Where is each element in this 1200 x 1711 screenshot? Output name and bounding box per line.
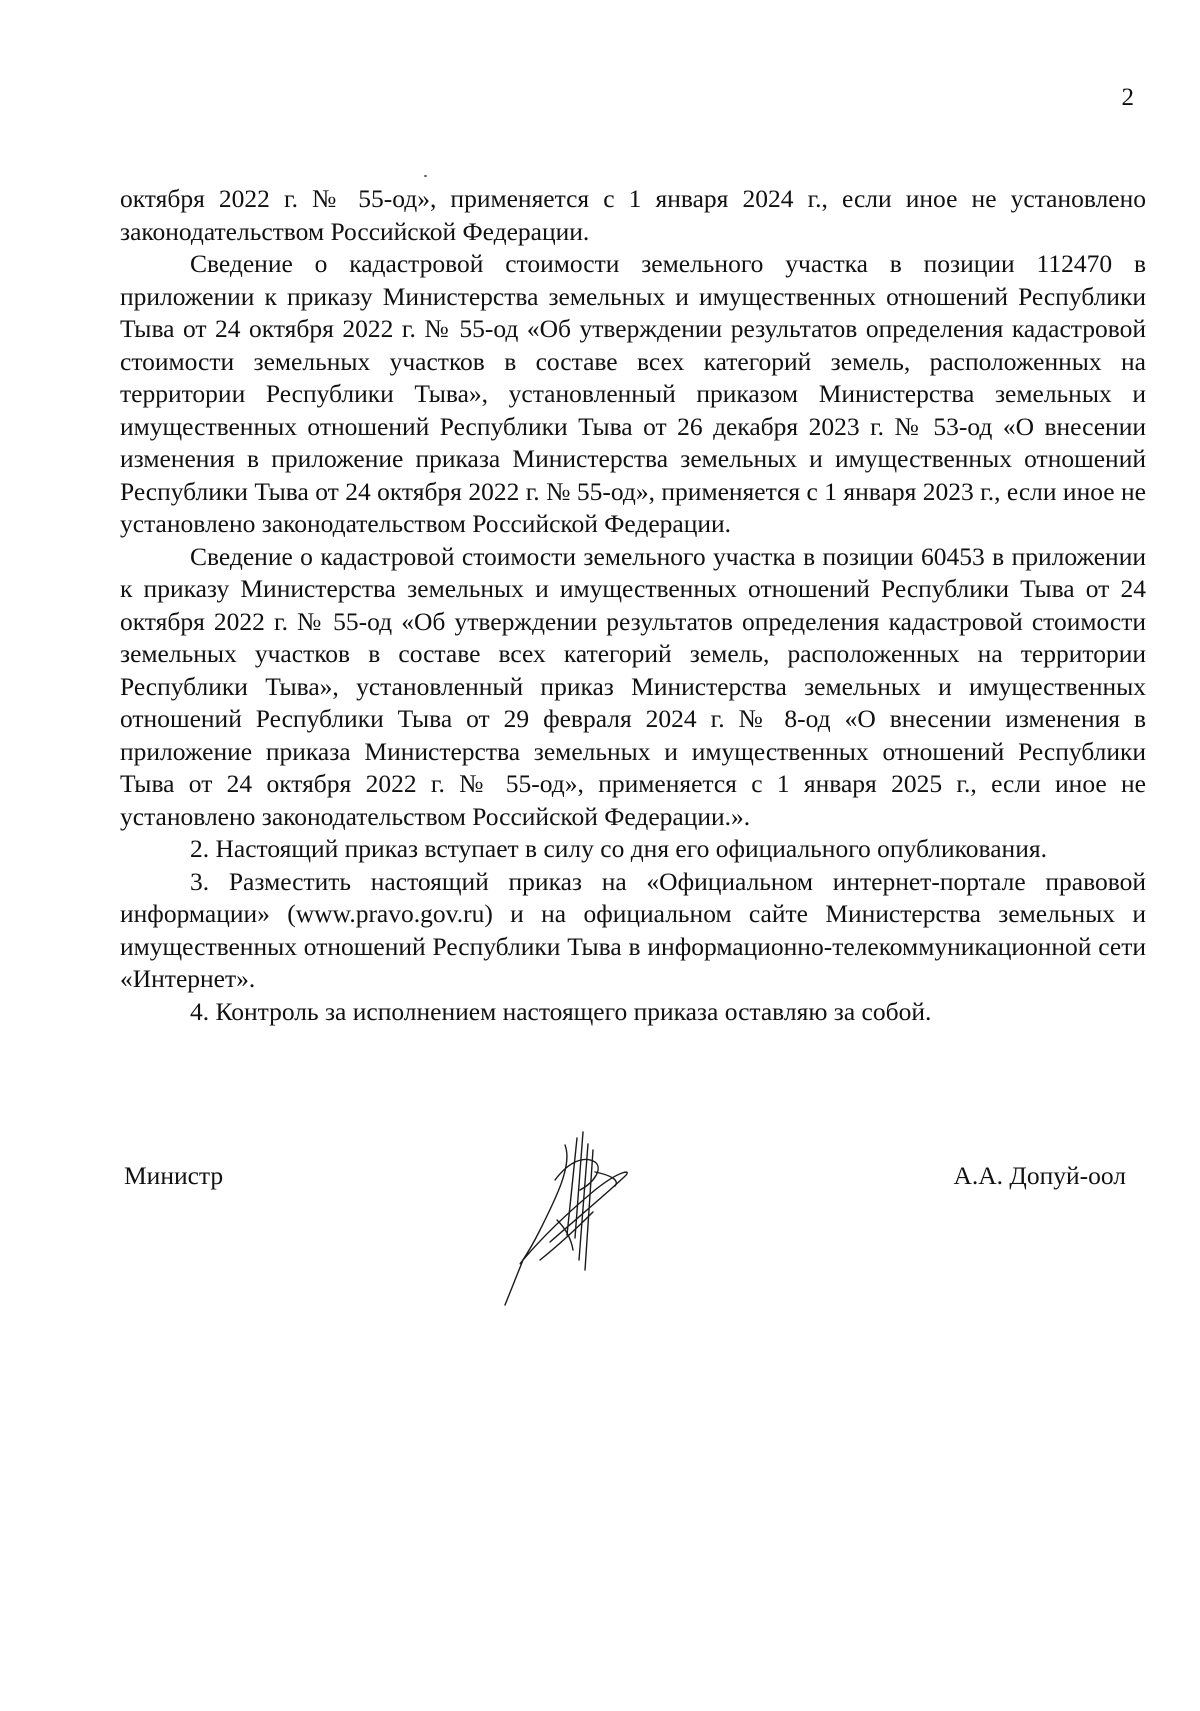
paragraph-item-2: 2. Настоящий приказ вступает в силу со дня его официального опубликования. (190, 834, 1047, 863)
paragraph-item-3: 3. Разместить настоящий приказ на «Официальном интернет-портале правовой информации» (www.pravo.gov.ru) и на официальном сайте Министерства земельных и имущественных отношений Республики Тыва в информационно-телекоммуникационной сети «Интернет». (120, 866, 1146, 993)
handwritten-signature (495, 1120, 665, 1310)
signatory-title: Министр (124, 1161, 224, 1190)
page-number: 2 (1121, 84, 1134, 111)
paragraph-cadastral-60453: Сведение о кадастровой стоимости земельного участка в позиции 60453 в приложении к приказу Министерства земельных и имущественных отношений Республики Тыва от 24 октября 2022 г. № 55-од «Об утверждении результатов определения кадастровой стоимости земельных участков в составе всех категорий земель, расположенных на территории Республики Тыва», установленный приказ Министерства земельных и имущественных отношений Республики Тыва от 29 февраля 2024 г. № 8-од «О внесении изменения в приложение приказа Министерства земельных и имущественных отношений Республики Тыва от 24 октября 2022 г. № 55-од», применяется с 1 января 2025 г., если иное не установлено законодательством Российской Федерации.». (120, 541, 1146, 831)
paragraph-cadastral-112470: Сведение о кадастровой стоимости земельного участка в позиции 112470 в приложении к приказу Министерства земельных и имущественных отношений Республики Тыва от 24 октября 2022 г. № 55-од «Об утверждении результатов определения кадастровой стоимости земельных участков в составе всех категорий земель, расположенных на территории Республики Тыва», установленный приказом Министерства земельных и имущественных отношений Республики Тыва от 26 декабря 2023 г. № 53-од «О внесении изменения в приложение приказа Министерства земельных и имущественных отношений Республики Тыва от 24 октября 2022 г. № 55-од», применяется с 1 января 2023 г., если иное не установлено законодательством Российской Федерации. (120, 249, 1146, 538)
scan-artifact (424, 175, 427, 177)
document-body (120, 183, 1146, 1028)
paragraph-item-4: 4. Контроль за исполнением настоящего приказа оставляю за собой. (190, 996, 932, 1026)
paragraph-continuation: октября 2022 г. № 55-од», применяется с 1 января 2024 г., если иное не установлено законодательством Российской Федерации. (120, 184, 1146, 246)
signatory-name: А.А. Допуй-оол (953, 1161, 1126, 1190)
